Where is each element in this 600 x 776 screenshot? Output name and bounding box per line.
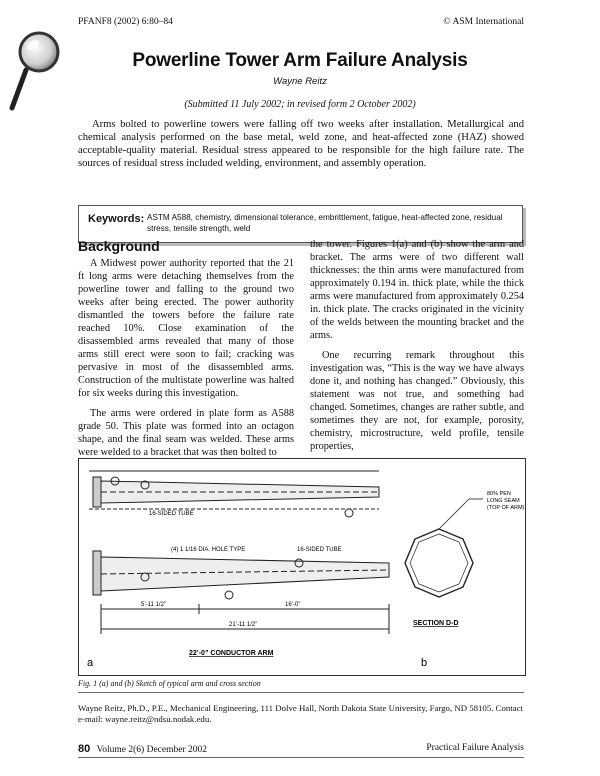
page-number: 80 <box>78 743 91 755</box>
left-column <box>78 257 294 466</box>
keywords-label: Keywords: <box>88 213 145 225</box>
hole-note: (4) 1 1/16 DIA. HOLE TYPE <box>171 547 246 553</box>
submission-dates: (Submitted 11 July 2002; in revised form 2 October 2002) <box>184 99 416 110</box>
paragraph: The arms were ordered in plate form as A588 grade 50. This plate was formed into an octagon shape, and the final seam was welded. These arms were welded to a bracket that was then bolted to <box>78 408 294 458</box>
panel-label-b: b <box>421 657 428 669</box>
paragraph: One recurring remark throughout this investigation was, “This is the way we have always done it, and nothing has changed.” Obviously, this statement was not true, and something had changed. Sometimes, changes are rather subtle, and sometimes they are not, for example, porosity, chemistry, microstructure, weld profile, tensile properties, <box>310 350 524 452</box>
tube-label: 16-SIDED TUBE <box>149 511 194 517</box>
divider <box>78 692 524 693</box>
footer-rule <box>78 757 524 758</box>
issue-info: Volume 2(6) December 2002 <box>96 745 207 755</box>
journal-reference: PFANF8 (2002) 6:80–84 <box>78 17 173 27</box>
arm-drawing <box>79 459 525 675</box>
weld-note: LONG SEAM <box>487 498 520 504</box>
figure-caption: Fig. 1 (a) and (b) Sketch of typical arm and cross section <box>78 679 261 688</box>
dimension-label: 21’-11 1/2” <box>229 622 258 628</box>
dimension-label: 5’-11 1/2” <box>141 602 166 608</box>
right-column <box>310 238 524 460</box>
author-contact: Wayne Reitz, Ph.D., P.E., Mechanical Engineering, 111 Dolve Hall, North Dakota State University, Fargo, ND 58105. Contact e-mail: wayne.reitz@ndsu.nodak.edu. <box>78 703 523 724</box>
panel-label-a: a <box>87 657 94 669</box>
tube-label: 16-SIDED TUBE <box>297 547 342 553</box>
weld-note: (TOP OF ARM) <box>487 505 525 511</box>
dimension-label: 16’-0” <box>285 602 301 608</box>
article-title: Powerline Tower Arm Failure Analysis <box>132 50 468 71</box>
section-label: SECTION D-D <box>413 620 459 627</box>
abstract: Arms bolted to powerline towers were falling off two weeks after installation. Metallurgical and chemical analysis performed on the base metal, weld zone, and heat-affected zone (HAZ) showed acceptable-quality material. Residual stress appeared to be responsible for the high failure rate. The sources of residual stress included welding, environment, and assembly operation. <box>78 119 524 169</box>
journal-name: Practical Failure Analysis <box>426 743 524 753</box>
keywords-text: ASTM A588, chemistry, dimensional tolerance, embrittlement, fatigue, heat-affected zone, residual stress, tensile strength, weld <box>147 213 503 233</box>
paragraph: A Midwest power authority reported that the 21 ft long arms were detaching themselves from the powerline tower and falling to the ground two weeks after being erected. The power authority dismantled the towers before the failure rate reached 10%. Close examination of the disassembled arms revealed that many of those arms still erect were soon to fail; cracking was pervasive in most of the disassembled arms. Construction of the multistate powerline was halted for six weeks during this investigation. <box>78 258 294 399</box>
figure-title: 22’-0” CONDUCTOR ARM <box>189 650 274 657</box>
weld-note: 80% PEN <box>487 491 511 497</box>
publisher-line: © ASM International <box>443 17 524 27</box>
paragraph: the tower. Figures 1(a) and (b) show the arm and bracket. The arms were of two different wall thicknesses: the thin arms were manufactured from approximately 0.194 in. thick plate, while the thick arms were manufactured from approximately 0.254 in. thick plate. The cracks originated in the vicinity of the welds between the mounting bracket and the arms. <box>310 239 524 341</box>
footer-left <box>78 743 207 755</box>
article-author: Wayne Reitz <box>273 76 327 87</box>
figure-1 <box>78 458 526 676</box>
section-heading: Background <box>78 238 160 254</box>
